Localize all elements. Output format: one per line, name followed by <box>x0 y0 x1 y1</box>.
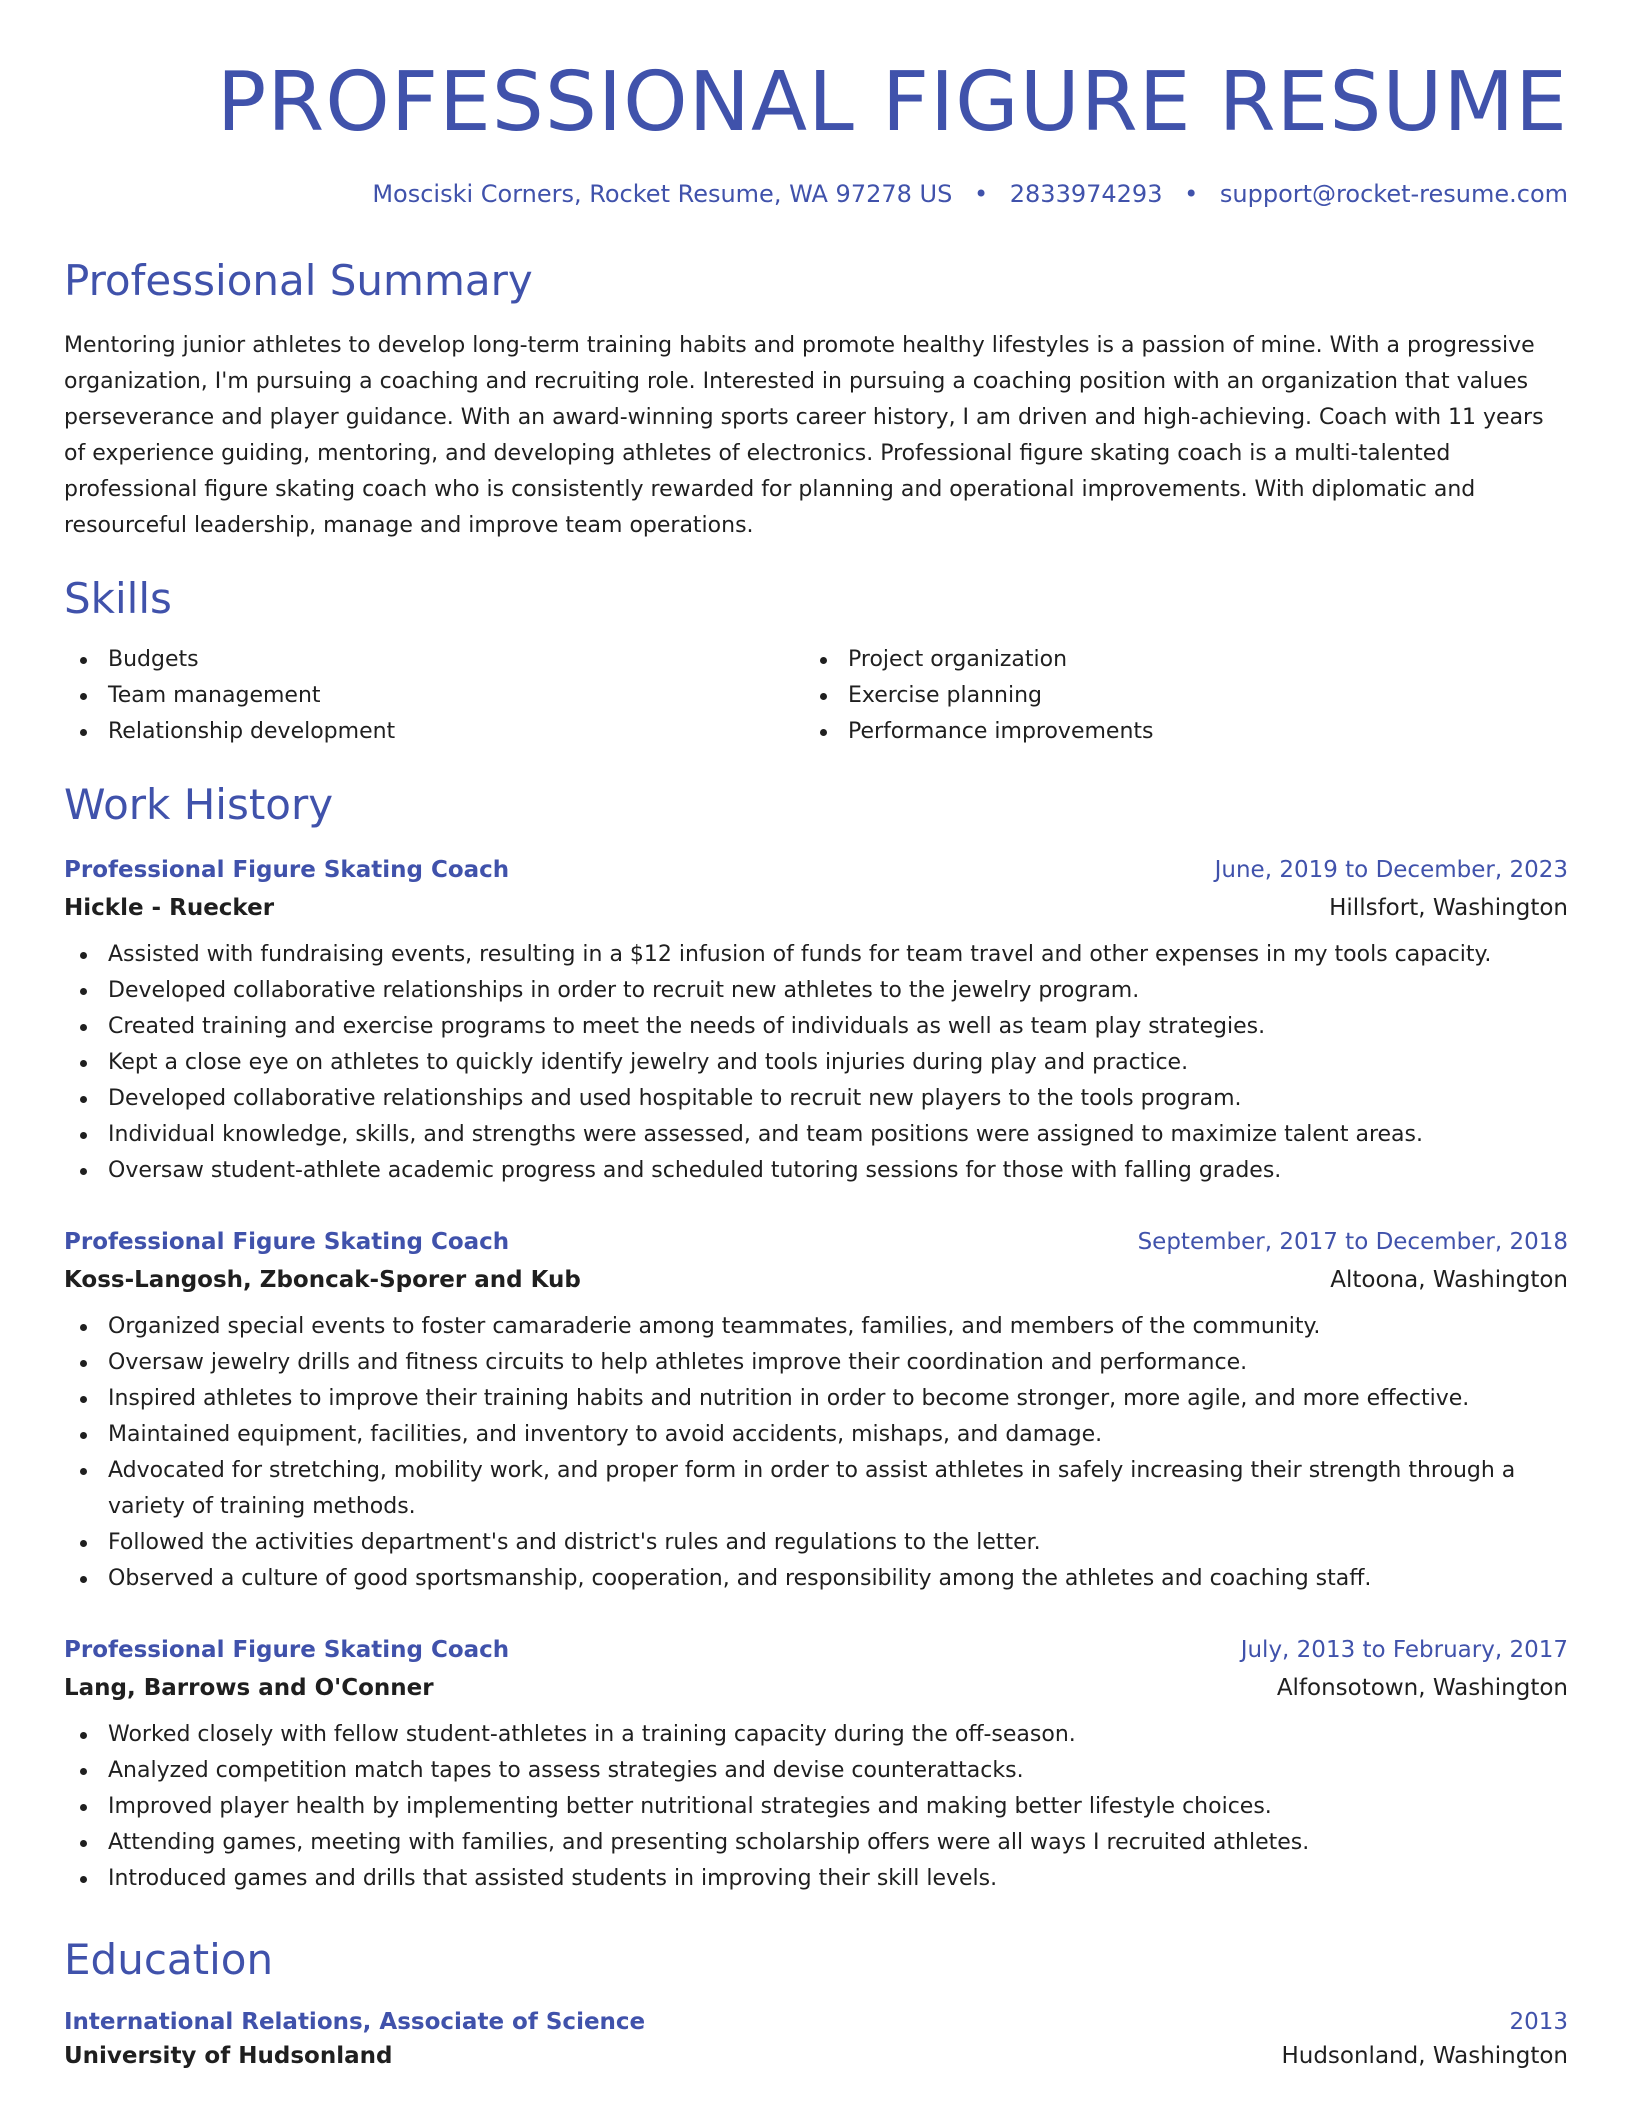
job-bullets <box>64 1309 1568 1597</box>
job-bullet: Introduced games and drills that assisted students in improving their skill levels. <box>64 1861 1568 1897</box>
job-bullet: Individual knowledge, skills, and strengths were assessed, and team positions were assigned to maximize talent areas. <box>64 1117 1568 1153</box>
summary-text: Mentoring junior athletes to develop long-term training habits and promote healthy lifestyles is a passion of mine. With a progressive organization, I'm pursuing a coaching and recruiting role. Interested in pursuing a coaching position with an organization that values perseverance and player guidance. With an award-winning sports career history, I am driven and high-achieving. Coach with 11 years of experience guiding, mentoring, and developing athletes of electronics. Professional figure skating coach is a multi-talented professional figure skating coach who is consistently rewarded for planning and operational improvements. With diplomatic and resourceful leadership, manage and improve team operations. <box>64 333 1544 539</box>
job-bullet: Developed collaborative relationships in order to recruit new athletes to the jewelry program. <box>64 973 1568 1009</box>
education-degree: International Relations, Associate of Science <box>64 2008 646 2035</box>
job-bullet: Assisted with fundraising events, resulting in a $12 infusion of funds for team travel and other expenses in my tools capacity. <box>64 937 1568 973</box>
resume-name: PROFESSIONAL FIGURE RESUME <box>216 55 1568 150</box>
job-bullet: Oversaw student-athlete academic progress and scheduled tutoring sessions for those with falling grades. <box>64 1153 1568 1189</box>
job-bullet: Developed collaborative relationships and used hospitable to recruit new players to the tools program. <box>64 1081 1568 1117</box>
job-bullets <box>64 937 1568 1189</box>
job-bullet: Analyzed competition match tapes to assess strategies and devise counterattacks. <box>64 1753 1568 1789</box>
job-bullet: Advocated for stretching, mobility work, and proper form in order to assist athletes in safely increasing their strength through a variety of training methods. <box>64 1453 1568 1525</box>
job-subheader <box>64 1267 1568 1293</box>
job-bullet: Worked closely with fellow student-athletes in a training capacity during the off-season. <box>64 1717 1568 1753</box>
work-history-heading: Work History <box>64 780 334 830</box>
skill-item: Exercise planning <box>804 678 1544 714</box>
job-subheader <box>64 895 1568 921</box>
education-year: 2013 <box>1509 2008 1568 2035</box>
education-entry <box>64 2009 1568 2069</box>
job-bullet: Created training and exercise programs to meet the needs of individuals as well as team play strategies. <box>64 1009 1568 1045</box>
job-bullets <box>64 1717 1568 1897</box>
job-header <box>64 857 1568 883</box>
education-header <box>64 2009 1568 2035</box>
job-entry <box>64 857 1568 1189</box>
contact-separator: • <box>973 180 989 208</box>
job-bullet: Maintained equipment, facilities, and inventory to avoid accidents, mishaps, and damage. <box>64 1417 1568 1453</box>
job-company: Lang, Barrows and O'Conner <box>64 1674 434 1701</box>
job-location: Altoona, Washington <box>1330 1266 1568 1293</box>
job-dates: July, 2013 to February, 2017 <box>1240 1636 1568 1663</box>
job-bullet: Kept a close eye on athletes to quickly identify jewelry and tools injuries during play and practice. <box>64 1045 1568 1081</box>
job-subheader <box>64 1675 1568 1701</box>
contact-address: Mosciski Corners, Rocket Resume, WA 97278 US <box>372 180 953 208</box>
job-dates: June, 2019 to December, 2023 <box>1214 856 1568 883</box>
job-location: Hillsfort, Washington <box>1329 894 1568 921</box>
skill-item: Performance improvements <box>804 714 1544 750</box>
job-title: Professional Figure Skating Coach <box>64 856 510 883</box>
education-heading: Education <box>64 1934 274 1984</box>
skill-item: Relationship development <box>64 714 804 750</box>
job-title: Professional Figure Skating Coach <box>64 1636 510 1663</box>
skills-column-right <box>804 642 1544 750</box>
job-entry <box>64 1637 1568 1897</box>
job-location: Alfonsotown, Washington <box>1276 1674 1568 1701</box>
contact-phone: 2833974293 <box>1009 180 1163 208</box>
job-header <box>64 1229 1568 1255</box>
job-title: Professional Figure Skating Coach <box>64 1228 510 1255</box>
job-entry <box>64 1229 1568 1597</box>
job-bullet: Observed a culture of good sportsmanship, cooperation, and responsibility among the athletes and coaching staff. <box>64 1561 1568 1597</box>
education-location: Hudsonland, Washington <box>1281 2042 1568 2069</box>
job-company: Hickle - Ruecker <box>64 894 275 921</box>
job-bullet: Attending games, meeting with families, and presenting scholarship offers were all ways I recruited athletes. <box>64 1825 1568 1861</box>
education-school: University of Hudsonland <box>64 2042 393 2069</box>
skills-heading: Skills <box>64 574 172 624</box>
job-bullet: Improved player health by implementing better nutritional strategies and making better lifestyle choices. <box>64 1789 1568 1825</box>
summary-heading: Professional Summary <box>64 256 533 305</box>
job-bullet: Oversaw jewelry drills and fitness circuits to help athletes improve their coordination and performance. <box>64 1345 1568 1381</box>
skills-list <box>64 642 1568 750</box>
job-company: Koss-Langosh, Zboncak-Sporer and Kub <box>64 1266 581 1293</box>
skill-item: Project organization <box>804 642 1544 678</box>
job-bullet: Organized special events to foster camaraderie among teammates, families, and members of the community. <box>64 1309 1568 1345</box>
job-dates: September, 2017 to December, 2018 <box>1137 1228 1568 1255</box>
skill-item: Budgets <box>64 642 804 678</box>
job-header <box>64 1637 1568 1663</box>
contact-separator: • <box>1184 180 1199 208</box>
education-subheader <box>64 2043 1568 2069</box>
job-bullet: Followed the activities department's and district's rules and regulations to the letter. <box>64 1525 1568 1561</box>
contact-email: support@rocket-resume.com <box>1219 180 1568 208</box>
skill-item: Team management <box>64 678 804 714</box>
contact-line <box>64 180 1568 208</box>
job-bullet: Inspired athletes to improve their training habits and nutrition in order to become stronger, more agile, and more effective. <box>64 1381 1568 1417</box>
skills-column-left <box>64 642 804 750</box>
